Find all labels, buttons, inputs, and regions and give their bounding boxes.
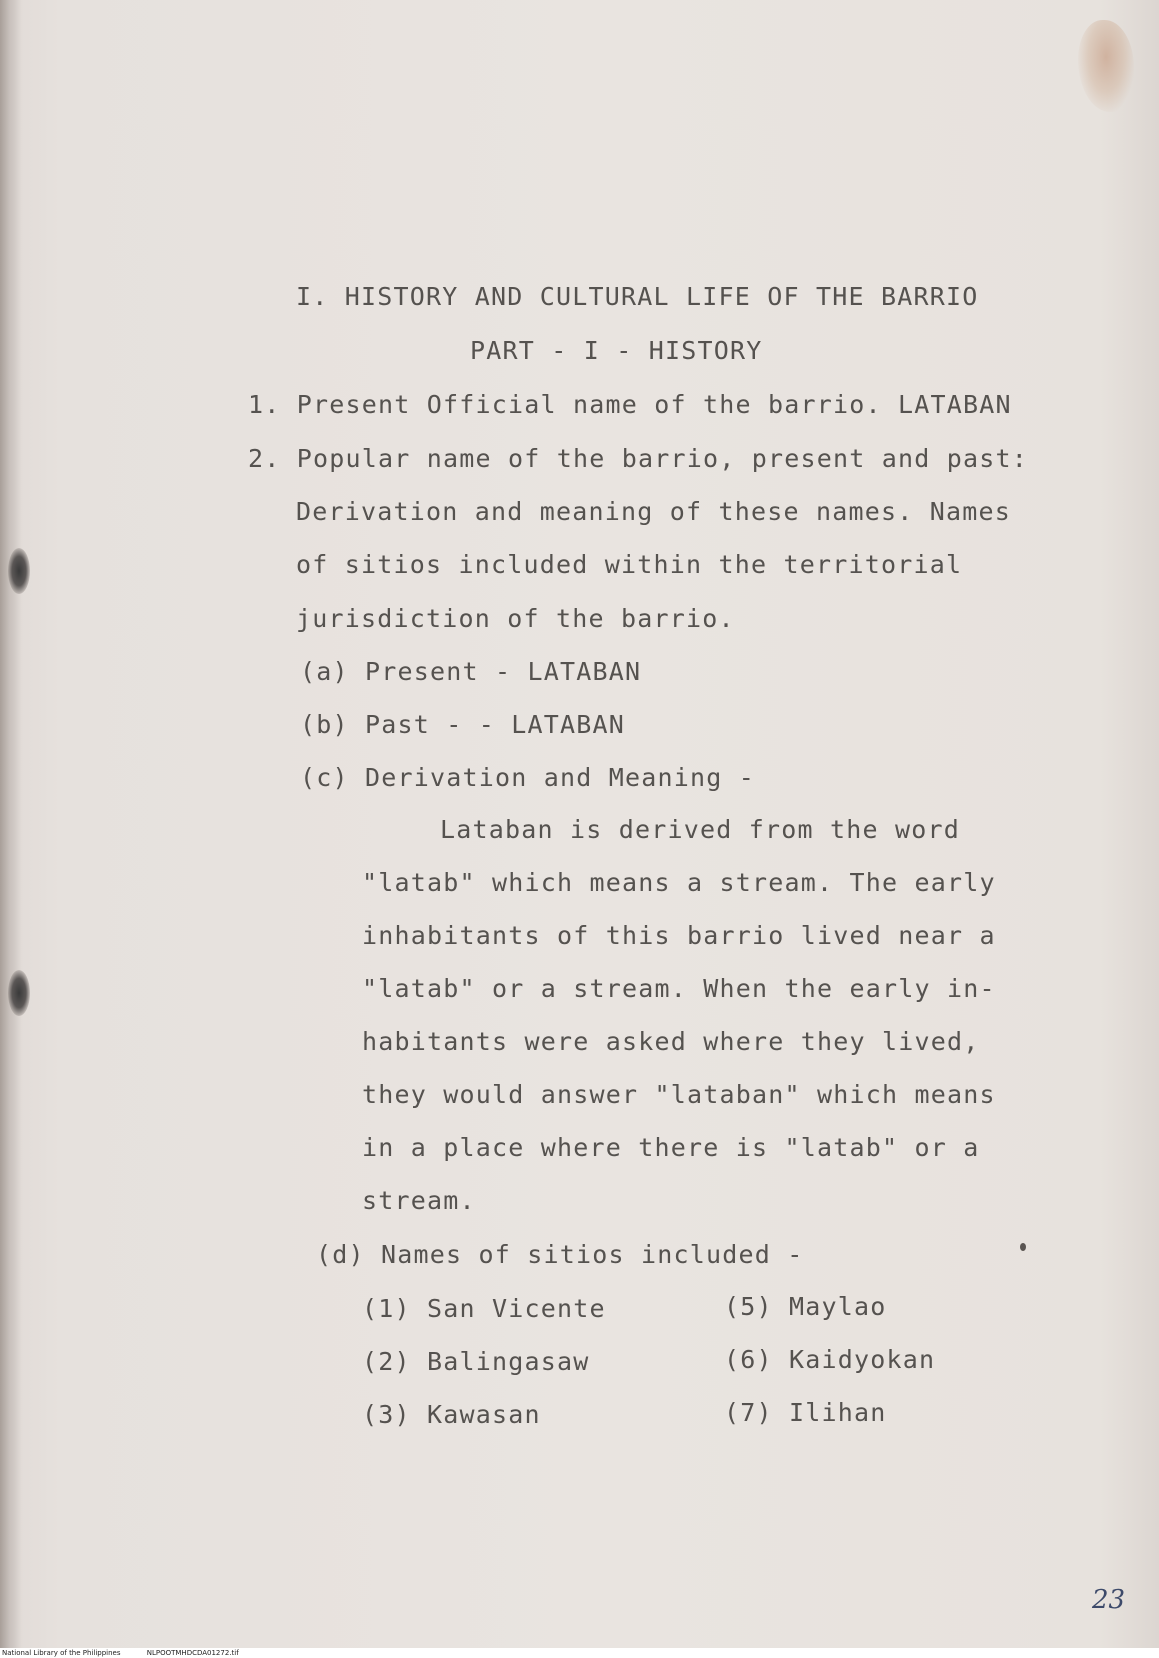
binding-edge	[0, 0, 22, 1648]
footer-filename: NLPOOTMHDCDA01272.tif	[146, 1649, 239, 1657]
paragraph-line: in a place where there is "latab" or a	[362, 1133, 980, 1162]
sitio-item: (1) San Vicente	[362, 1294, 606, 1323]
handwritten-page-number: 23	[1092, 1585, 1126, 1615]
item-2-line: of sitios included within the territorial	[296, 550, 963, 579]
paragraph-line: stream.	[362, 1186, 476, 1215]
scan-footer	[0, 1648, 1159, 1658]
ink-dot	[1020, 1243, 1026, 1251]
paragraph-line: they would answer "lataban" which means	[362, 1080, 996, 1109]
paragraph-line: "latab" which means a stream. The early	[362, 868, 996, 897]
paragraph-line: "latab" or a stream. When the early in-	[362, 974, 996, 1003]
part-title: PART - I - HISTORY	[470, 336, 763, 365]
punch-hole	[8, 970, 30, 1016]
sitio-item: (6) Kaidyokan	[724, 1345, 936, 1374]
paragraph-line: habitants were asked where they lived,	[362, 1027, 980, 1056]
sub-item-d: (d) Names of sitios included -	[316, 1240, 804, 1269]
item-2-line: Derivation and meaning of these names. Names	[296, 497, 1012, 526]
paragraph-line: Lataban is derived from the word	[440, 815, 961, 844]
section-title: I. HISTORY AND CULTURAL LIFE OF THE BARRIO	[296, 282, 979, 311]
item-1: 1. Present Official name of the barrio. LATABAN	[248, 390, 1012, 419]
item-2-line: jurisdiction of the barrio.	[296, 604, 735, 633]
sitio-item: (7) Ilihan	[724, 1398, 887, 1427]
paragraph-line: inhabitants of this barrio lived near a	[362, 921, 996, 950]
sitio-item: (5) Maylao	[724, 1292, 887, 1321]
footer-library: National Library of the Philippines	[2, 1649, 121, 1657]
item-2-line: 2. Popular name of the barrio, present and past:	[248, 444, 1029, 473]
sub-item-c: (c) Derivation and Meaning -	[300, 763, 756, 792]
sitio-item: (2) Balingasaw	[362, 1347, 590, 1376]
punch-hole	[8, 548, 30, 594]
sub-item-b: (b) Past - - LATABAN	[300, 710, 626, 739]
sitio-item: (3) Kawasan	[362, 1400, 541, 1429]
paper-stain	[1078, 20, 1134, 112]
sub-item-a: (a) Present - LATABAN	[300, 657, 642, 686]
